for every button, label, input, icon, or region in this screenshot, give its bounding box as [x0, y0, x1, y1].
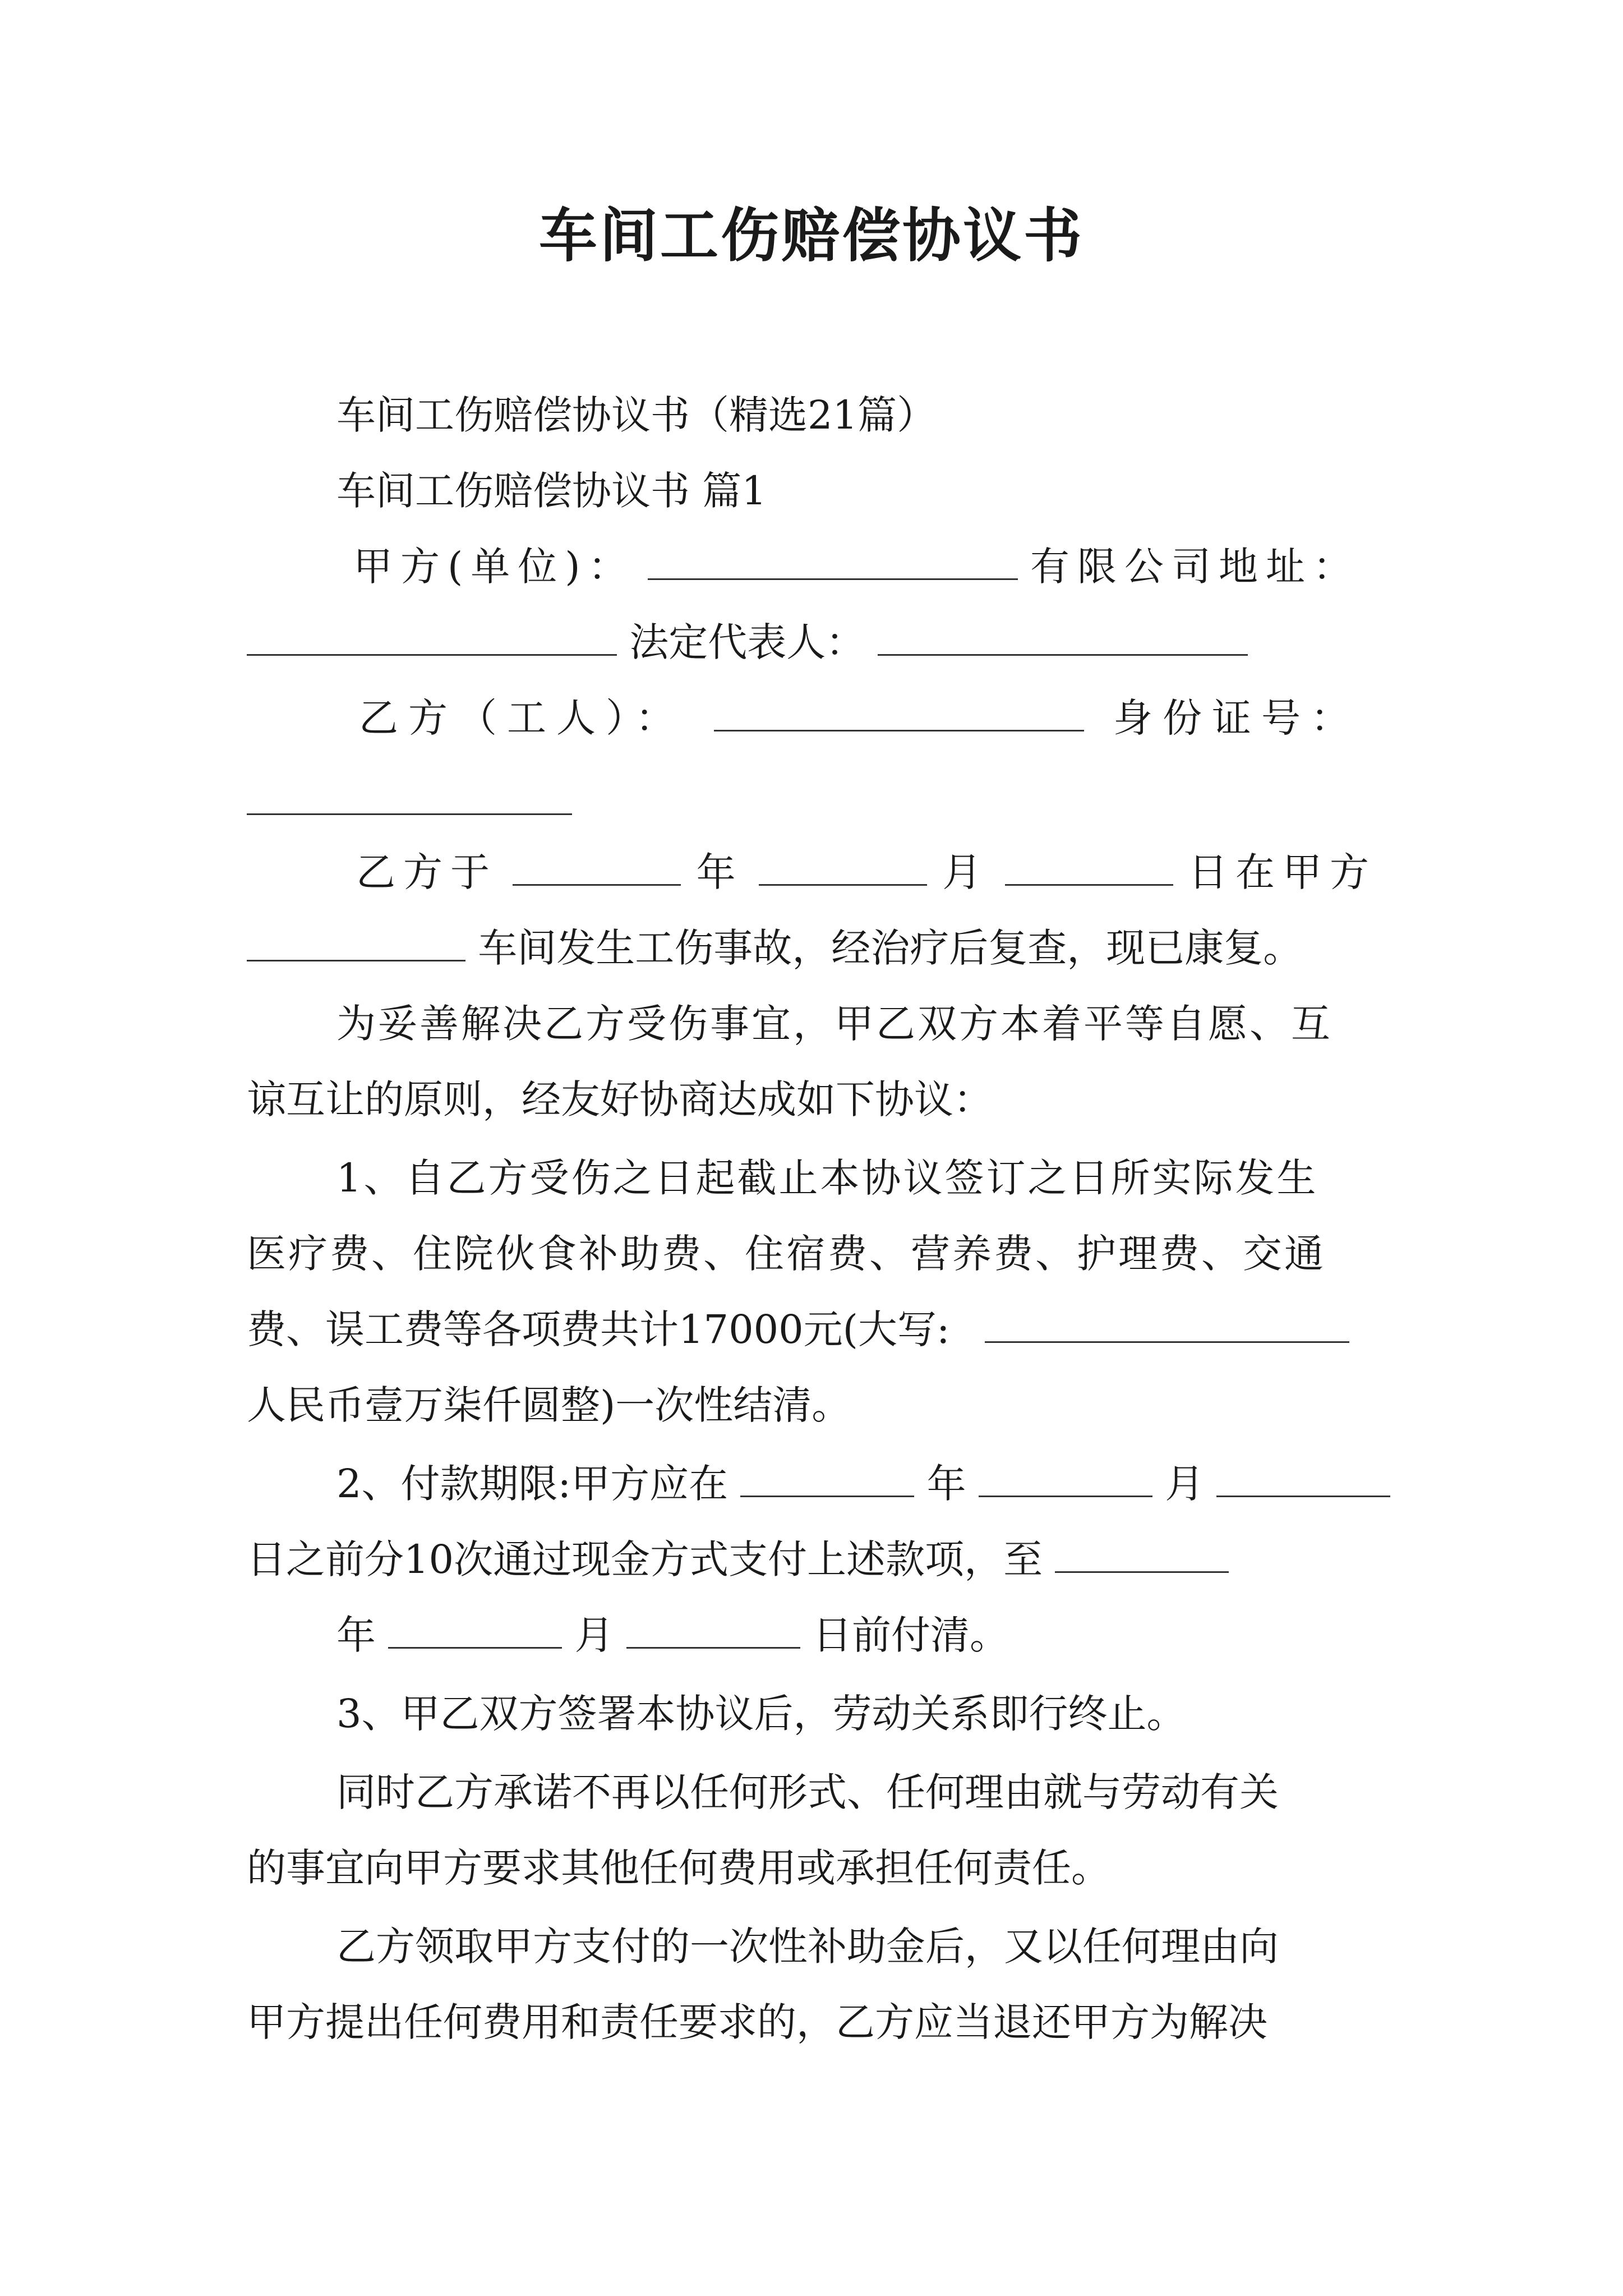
clause2-line-3 [336, 1607, 1009, 1663]
injury-date-line [356, 844, 1377, 900]
party-b-name-blank[interactable] [714, 695, 1084, 731]
injury-month-blank[interactable] [759, 849, 927, 886]
party-a-name-blank[interactable] [648, 544, 1018, 580]
refund-line-1: 乙方领取甲方支付的一次性补助金后，又以任何理由向 [336, 1924, 1279, 1970]
injury-continuation: 车间发生工伤事故，经治疗后复查，现已康复。 [478, 925, 1303, 971]
clause1-total: 费、误工费等各项费共计17000元(大写: [247, 1306, 950, 1352]
payment-start-day-blank[interactable] [1216, 1461, 1390, 1497]
commit-line-1: 同时乙方承诺不再以任何形式、任何理由就与劳动有关 [336, 1769, 1279, 1815]
legal-rep-label: 法定代表人： [629, 619, 865, 665]
injury-day-label: 日在甲方 [1188, 849, 1377, 895]
amount-in-words-blank[interactable] [985, 1306, 1349, 1343]
injury-month-label: 月 [942, 849, 990, 895]
clause2-end-year-label: 年 [336, 1612, 376, 1658]
section-heading: 车间工伤赔偿协议书 篇1 [336, 468, 767, 514]
legal-rep-blank[interactable] [878, 619, 1248, 656]
payment-end-month-blank[interactable] [388, 1612, 562, 1649]
clause2-line-1 [336, 1456, 1390, 1512]
party-a-label: 甲方(单位)： [353, 544, 635, 590]
payment-end-year-blank[interactable] [1055, 1536, 1229, 1573]
party-b-id-label: 身份证号： [1113, 695, 1360, 741]
party-b-id-blank[interactable] [247, 812, 572, 815]
clause1-line-1: 1、自乙方受伤之日起截止本协议签订之日所实际发生 [336, 1155, 1318, 1201]
clause2-year-label: 年 [926, 1461, 966, 1507]
payment-start-month-blank[interactable] [979, 1461, 1152, 1497]
clause1-line-3 [247, 1301, 1349, 1358]
injury-day-blank[interactable] [1005, 849, 1173, 886]
clause1-line-4: 人民币壹万柒仟圆整)一次性结清。 [247, 1382, 851, 1428]
clause2-prefix: 2、付款期限:甲方应在 [336, 1461, 728, 1507]
clause2-end-label: 日前付清。 [813, 1612, 1009, 1658]
clause2-line-2 [247, 1531, 1229, 1588]
injury-continuation-line [247, 920, 1302, 976]
injury-prefix: 乙方于 [356, 849, 497, 895]
intro-line-2: 谅互让的原则，经友好协商达成如下协议： [247, 1076, 993, 1122]
legal-rep-line [247, 614, 1248, 670]
payment-end-day-blank[interactable] [626, 1612, 800, 1649]
clause3-line-1: 3、甲乙双方签署本协议后，劳动关系即行终止。 [336, 1691, 1186, 1737]
clause2-month-label: 月 [1165, 1461, 1205, 1507]
intro-line-1: 为妥善解决乙方受伤事宜，甲乙双方本着平等自愿、互 [336, 1001, 1332, 1047]
party-b-line [359, 690, 1360, 746]
party-a-address-blank[interactable] [247, 619, 617, 656]
injury-year-label: 年 [696, 849, 744, 895]
clause2-end-month-label: 月 [574, 1612, 614, 1658]
party-b-label: 乙方（工人）： [359, 695, 685, 741]
workshop-blank[interactable] [247, 925, 465, 961]
clause1-line-2: 医疗费、住院伙食补助费、住宿费、营养费、护理费、交通 [247, 1231, 1326, 1277]
party-a-company-label: 有限公司地址： [1030, 544, 1360, 590]
injury-year-blank[interactable] [513, 849, 681, 886]
clause2-installments: 日之前分10次通过现金方式支付上述款项，至 [247, 1536, 1043, 1582]
document-title: 车间工伤赔偿协议书 [538, 201, 1084, 270]
refund-line-2: 甲方提出任何费用和责任要求的，乙方应当退还甲方为解决 [247, 1999, 1267, 2045]
party-a-line [353, 539, 1360, 595]
payment-start-year-blank[interactable] [740, 1461, 914, 1497]
subtitle: 车间工伤赔偿协议书（精选21篇） [336, 392, 937, 438]
commit-line-2: 的事宜向甲方要求其他任何费用或承担任何责任。 [247, 1845, 1110, 1891]
